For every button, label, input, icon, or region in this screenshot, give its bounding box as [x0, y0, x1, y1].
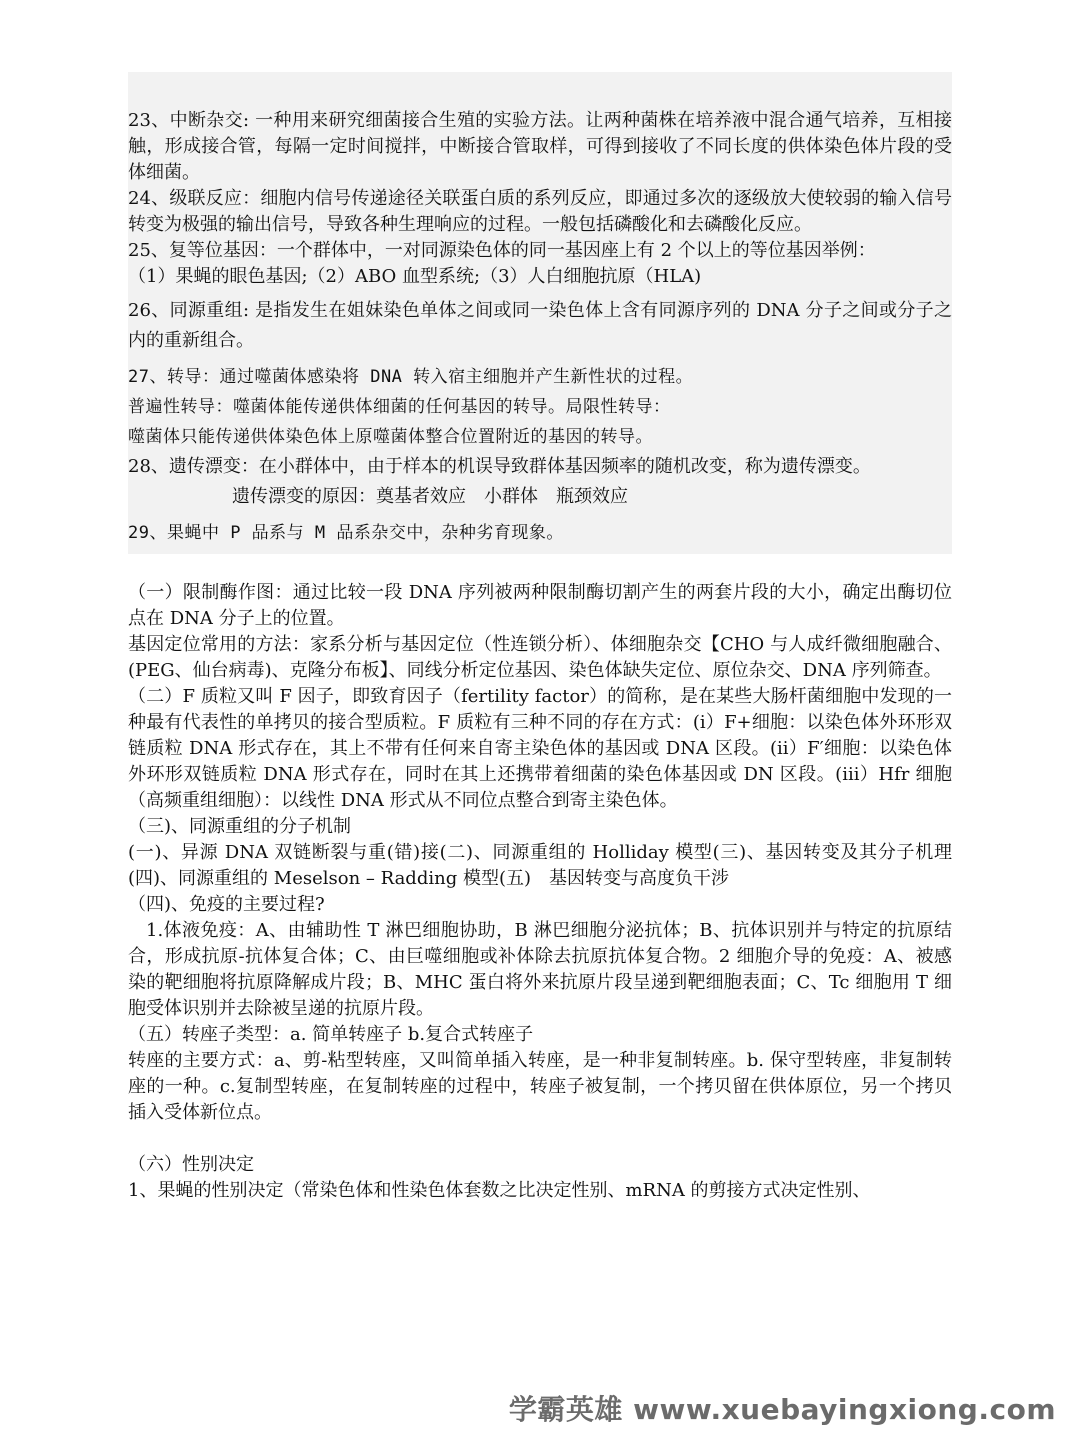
entry-24: 24、级联反应：细胞内信号传递途径关联蛋白质的系列反应，即通过多次的逐级放大使较弱的输入信号转变为极强的输出信号，导致各种生理响应的过程。一般包括磷酸化和去磷酸化反应。: [128, 188, 952, 235]
section-3-title: （三)、同源重组的分子机制: [128, 816, 352, 837]
watermark: 学霸英雄 www.xuebayingxiong.com: [508, 1393, 1056, 1426]
entry-26: 26、同源重组: 是指发生在姐妹染色单体之间或同一染色体上含有同源序列的 DNA 分子之间或分子之内的重新组合。: [128, 300, 952, 351]
section-5-title: （五）转座子类型：a. 简单转座子 b.复合式转座子: [128, 1024, 534, 1045]
entry-27-general: 普遍性转导：噬菌体能传递供体细菌的任何基因的转导。局限性转导：: [128, 397, 671, 417]
section-4-title: （四)、免疫的主要过程?: [128, 894, 325, 915]
entry-27-local: 噬菌体只能传递供体染色体上原噬菌体整合位置附近的基因的转导。: [128, 427, 653, 447]
section-2: （二）F 质粒又叫 F 因子，即致育因子（fertility factor）的简称，是在某些大肠杆菌细胞中发现的一种最有代表性的单拷贝的接合型质粒。F 质粒有三种不同的存在方式：(i）F+细胞：以染色体外环形双链质粒 DNA 形式存在，其上不带有任何来自寄主染色体的基因或 DNA 区段。(ii）F′细胞：以染色体外环形双链质粒 DNA 形式存在，同时在其上还携带着细菌的染色体基因或 DN 区段。(iii）Hfr 细胞（高频重组细胞）：以线性 DNA 形式从不同位点整合到寄主染色体。: [128, 686, 952, 811]
entry-29: 29、果蝇中 P 品系与 M 品系杂交中，杂种劣育现象。: [128, 523, 564, 543]
section-3-body: (一)、异源 DNA 双链断裂与重(错)接(二)、同源重组的 Holliday 模型(三)、基因转变及其分子机理(四)、同源重组的 Meselson – Radding 模型(五) 基因转变与高度负干涉: [128, 842, 952, 889]
entry-23: 23、中断杂交: 一种用来研究细菌接合生殖的实验方法。让两种菌株在培养液中混合通气培养，互相接触，形成接合管，每隔一定时间搅拌，中断接合管取样，可得到接收了不同长度的供体染色体片段的受体细菌。: [128, 110, 952, 183]
entry-25-line1: 25、复等位基因：一个群体中，一对同源染色体的同一基因座上有 2 个以上的等位基因举例：: [128, 240, 876, 261]
entry-27: 27、转导：通过噬菌体感染将 DNA 转入宿主细胞并产生新性状的过程。: [128, 367, 694, 387]
section-6-title: （六）性别决定: [128, 1154, 254, 1175]
section-5-body: 转座的主要方式：a、剪-粘型转座，又叫简单插入转座，是一种非复制转座。b. 保守型转座，非复制转座的一种。c.复制型转座，在复制转座的过程中，转座子被复制，一个拷贝留在供体原位，另一个拷贝插入受体新位点。: [128, 1050, 952, 1123]
glossary-block: [128, 72, 952, 554]
section-6-item-1: 1、果蝇的性别决定（常染色体和性染色体套数之比决定性别、mRNA 的剪接方式决定性别、: [128, 1180, 871, 1201]
document-page: [128, 72, 952, 1204]
section-1-methods: 基因定位常用的方法：家系分析与基因定位（性连锁分析）、体细胞杂交【CHO 与人成纤微细胞融合、(PEG、仙台病毒)、克隆分布板】、同线分析定位基因、染色体缺失定位、原位杂交、DNA 序列筛查。: [128, 634, 952, 681]
entry-28: 28、遗传漂变：在小群体中，由于样本的机误导致群体基因频率的随机改变，称为遗传漂变。: [128, 456, 871, 477]
spacer: [128, 554, 952, 580]
shaded-spacer: [128, 72, 952, 108]
spacer: [128, 1126, 952, 1152]
section-4-body: 1.体液免疫：A、由辅助性 T 淋巴细胞协助，B 淋巴细胞分泌抗体；B、抗体识别并与特定的抗原结合，形成抗原-抗体复合体；C、由巨噬细胞或补体除去抗原抗体复合物。2 细胞介导的免疫：A、被感染的靶细胞将抗原降解成片段；B、MHC 蛋白将外来抗原片段呈递到靶细胞表面；C、Tc 细胞用 T 细胞受体识别并去除被呈递的抗原片段。: [128, 920, 952, 1019]
entry-28-causes: 遗传漂变的原因：奠基者效应 小群体 瓶颈效应: [232, 486, 628, 507]
section-1: （一）限制酶作图：通过比较一段 DNA 序列被两种限制酶切割产生的两套片段的大小，确定出酶切位点在 DNA 分子上的位置。: [128, 582, 952, 629]
entry-25-line2: （1）果蝇的眼色基因;（2）ABO 血型系统;（3）人白细胞抗原（HLA): [128, 266, 702, 287]
